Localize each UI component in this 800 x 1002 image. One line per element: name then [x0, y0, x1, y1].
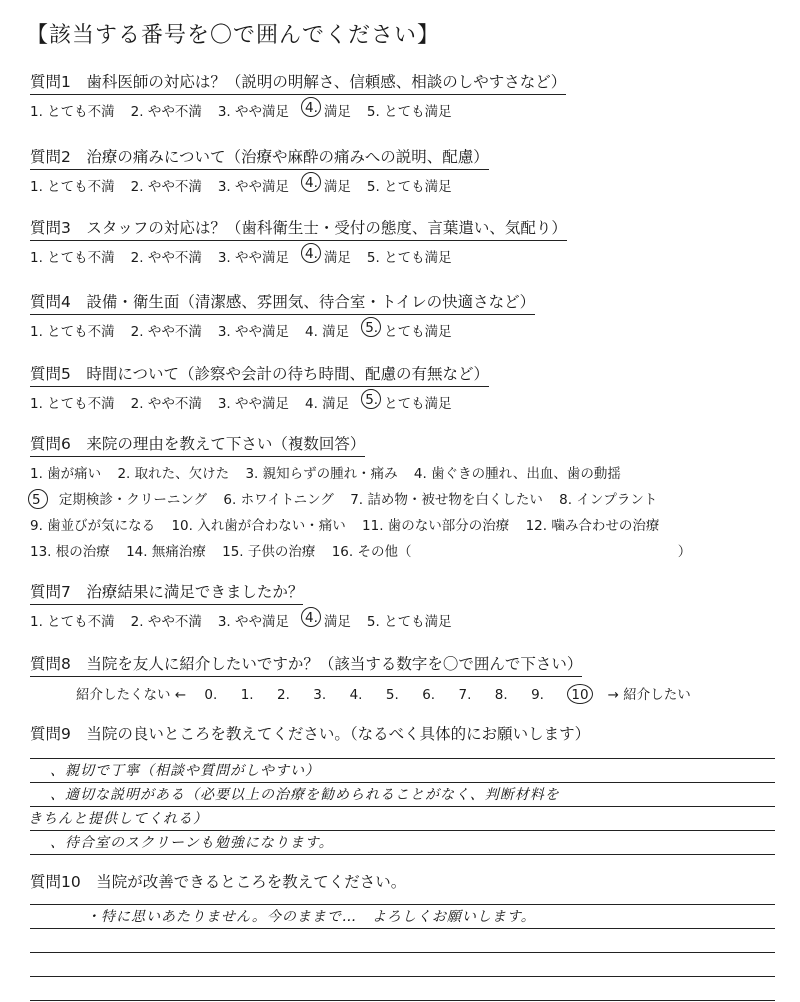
reason-item[interactable]: 1. 歯が痛い [30, 466, 102, 482]
handwritten-answer: 、待合室のスクリーンも勉強になります。 [50, 835, 334, 851]
recommend-scale [30, 683, 775, 703]
option-1[interactable]: 1. とても不満 [30, 614, 115, 630]
reason-item[interactable]: 9. 歯並びが気になる [30, 518, 156, 534]
scale-value[interactable]: 2. [277, 687, 290, 703]
question-title: 質問7 治療結果に満足できましたか？ [30, 580, 303, 605]
scale-value[interactable]: 0. [204, 687, 218, 703]
scale-value[interactable]: 5. [385, 687, 399, 703]
question-1 [30, 70, 775, 120]
question-title: 質問2 治療の痛みについて（治療や麻酔の痛みへの説明、配慮） [30, 145, 489, 170]
handwritten-answer: きちんと提供してくれる） [28, 811, 208, 827]
option-4-label: 満足 [323, 179, 351, 195]
options-row [30, 610, 775, 630]
option-4[interactable]: 4. 満足 [305, 396, 350, 412]
option-4-circled[interactable]: 4. [305, 100, 318, 120]
option-3[interactable]: 3. やや満足 [217, 396, 290, 412]
options-row [30, 246, 775, 266]
answer-line [30, 905, 775, 929]
answer-line [30, 929, 775, 953]
question-title: 質問8 当院を友人に紹介したいですか？（該当する数字を〇で囲んで下さい） [30, 652, 582, 677]
handwritten-answer: 、親切で丁寧（相談や質問がしやすい） [50, 763, 320, 779]
answer-line [30, 831, 775, 855]
reason-item[interactable]: 11. 歯のない部分の治療 [362, 518, 510, 534]
reason-item[interactable]: 13. 根の治療 [30, 544, 110, 560]
question-3 [30, 216, 775, 266]
option-2[interactable]: 2. やや不満 [130, 179, 202, 195]
option-3[interactable]: 3. やや満足 [217, 324, 290, 340]
scale-value-circled[interactable]: 10 [571, 687, 603, 703]
option-4-label: 満足 [323, 104, 351, 120]
option-5[interactable]: 5. とても満足 [366, 104, 452, 120]
reason-item[interactable]: 7. 詰め物・被せ物を白くしたい [350, 492, 543, 508]
option-5[interactable]: 5. とても満足 [366, 614, 452, 630]
option-5[interactable]: 5. とても満足 [366, 250, 452, 266]
reason-row-3 [30, 513, 775, 539]
option-3[interactable]: 3. やや満足 [217, 179, 290, 195]
scale-value[interactable]: 4. [349, 687, 363, 703]
option-1[interactable]: 1. とても不満 [30, 396, 115, 412]
answer-lines[interactable] [30, 898, 775, 1001]
option-4-circled[interactable]: 4. [305, 175, 318, 195]
scale-left-label: 紹介したくない ← [76, 687, 187, 703]
options-row [30, 320, 775, 340]
reason-item[interactable]: 6. ホワイトニング [223, 492, 334, 508]
scale-value[interactable]: 8. [494, 687, 508, 703]
reason-item[interactable]: 10. 入れ歯が合わない・痛い [171, 518, 346, 534]
reason-item[interactable]: 14. 無痛治療 [126, 544, 206, 560]
options-row [30, 100, 775, 120]
question-title: 質問4 設備・衛生面（清潔感、雰囲気、待合室・トイレの快適さなど） [30, 290, 535, 315]
scale-value[interactable]: 7. [458, 687, 472, 703]
scale-value[interactable]: 6. [422, 687, 436, 703]
question-9 [30, 722, 775, 855]
reason-item[interactable]: 15. 子供の治療 [222, 544, 316, 560]
question-title: 質問5 時間について（診察や会計の待ち時間、配慮の有無など） [30, 362, 489, 387]
option-5-circled[interactable]: 5. [365, 320, 378, 340]
option-1[interactable]: 1. とても不満 [30, 104, 115, 120]
page-header: 【該当する番号を〇で囲んでください】 [26, 23, 441, 48]
question-title: 質問3 スタッフの対応は？（歯科衛生士・受付の態度、言葉遣い、気配り） [30, 216, 567, 241]
handwritten-answer: ・特に思いあたりません。今のままで… よろしくお願いします。 [86, 909, 536, 925]
reason-row-1 [30, 461, 775, 487]
reason-item[interactable]: 4. 歯ぐきの腫れ、出血、歯の動揺 [413, 466, 621, 482]
reason-item[interactable]: 8. インプラント [559, 492, 658, 508]
reason-item[interactable]: 2. 取れた、欠けた [117, 466, 230, 482]
question-5 [30, 362, 775, 412]
answer-line [30, 977, 775, 1001]
question-6 [30, 432, 775, 565]
option-2[interactable]: 2. やや不満 [130, 104, 202, 120]
option-3[interactable]: 3. やや満足 [217, 614, 290, 630]
reason-item[interactable]: 12. 噛み合わせの治療 [525, 518, 660, 534]
reason-row-4 [30, 539, 775, 565]
option-5-circled[interactable]: 5. [365, 392, 378, 412]
option-4-circled[interactable]: 4. [305, 610, 318, 630]
scale-value[interactable]: 9. [531, 687, 544, 703]
answer-line [30, 783, 775, 807]
question-10 [30, 870, 775, 1001]
option-2[interactable]: 2. やや不満 [130, 614, 202, 630]
option-1[interactable]: 1. とても不満 [30, 179, 115, 195]
option-4-label: 満足 [323, 614, 351, 630]
answer-lines[interactable] [30, 750, 775, 855]
option-4-label: 満足 [323, 250, 351, 266]
scale-right-label: → 紹介したい [607, 687, 691, 703]
option-4-circled[interactable]: 4. [305, 246, 318, 266]
option-3[interactable]: 3. やや満足 [217, 104, 290, 120]
options-row [30, 392, 775, 412]
option-3[interactable]: 3. やや満足 [217, 250, 290, 266]
options-row [30, 175, 775, 195]
other-close-paren: ） [677, 544, 692, 560]
option-4[interactable]: 4. 満足 [305, 324, 350, 340]
option-5[interactable]: 5. とても満足 [366, 179, 452, 195]
option-1[interactable]: 1. とても不満 [30, 324, 115, 340]
reason-list [30, 461, 775, 565]
question-8 [30, 652, 775, 703]
question-2 [30, 145, 775, 195]
reason-5-circled[interactable]: 5 [32, 492, 41, 508]
question-4 [30, 290, 775, 340]
handwritten-answer: 、適切な説明がある（必要以上の治療を勧められることがなく、判断材料を [50, 787, 560, 803]
option-2[interactable]: 2. やや不満 [130, 396, 202, 412]
option-1[interactable]: 1. とても不満 [30, 250, 115, 266]
answer-line [30, 953, 775, 977]
reason-row-2 [30, 487, 775, 513]
answer-line [30, 807, 775, 831]
answer-line [30, 750, 775, 759]
option-5-label: とても満足 [384, 396, 452, 412]
question-title: 質問9 当院の良いところを教えてください。（なるべく具体的にお願いします） [30, 725, 591, 743]
option-2[interactable]: 2. やや不満 [130, 250, 202, 266]
question-title: 質問6 来院の理由を教えて下さい（複数回答） [30, 432, 365, 457]
question-7 [30, 580, 775, 630]
scale-value[interactable]: 3. [313, 687, 327, 703]
question-title: 質問10 当院が改善できるところを教えてください。 [30, 873, 407, 891]
option-2[interactable]: 2. やや不満 [130, 324, 202, 340]
scale-value[interactable]: 1. [240, 687, 254, 703]
reason-item[interactable]: 3. 親知らずの腫れ・痛み [245, 466, 398, 482]
reason-item: 定期検診・クリーニング [58, 492, 208, 508]
answer-line [30, 898, 775, 905]
option-5-label: とても満足 [384, 324, 452, 340]
answer-line [30, 759, 775, 783]
question-title: 質問1 歯科医師の対応は？（説明の明解さ、信頼感、相談のしやすさなど） [30, 70, 566, 95]
reason-item-other[interactable]: 16. その他（ [331, 544, 412, 560]
